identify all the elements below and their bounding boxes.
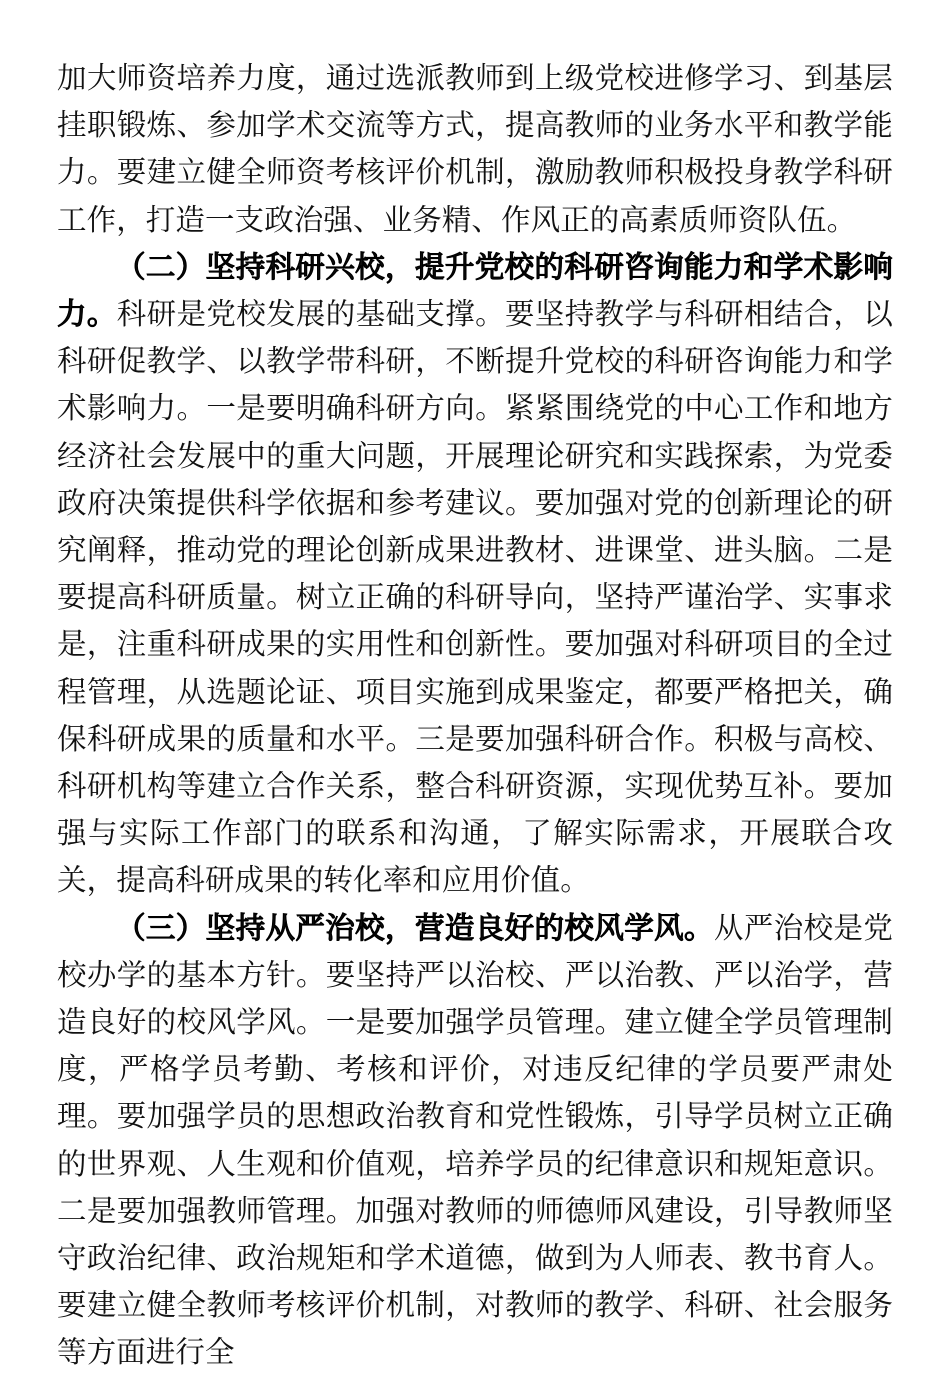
paragraph-text: 加大师资培养力度，通过选派教师到上级党校进修学习、到基层挂职锻炼、参加学术交流等方式，提高教师的业务水平和教学能力。要建立健全师资考核评价机制，激励教师积极投身教学科研工作，打造一支政治强、业务精、作风正的高素质师资队伍。 (57, 62, 893, 237)
section-heading-three: （三）坚持从严治校，营造良好的校风学风。 (116, 911, 714, 945)
document-body (57, 55, 893, 1377)
paragraph-section-three (57, 905, 893, 1377)
section-heading-two: （二）坚持科研兴校，提升党校的科研咨询能力和学术影响力。 (57, 250, 893, 332)
paragraph-teacher-training (57, 55, 893, 244)
paragraph-section-two (57, 244, 893, 905)
paragraph-text: 从严治校是党校办学的基本方针。要坚持严以治校、严以治教、严以治学，营造良好的校风学风。一是要加强学员管理。建立健全学员管理制度，严格学员考勤、考核和评价，对违反纪律的学员要严肃处理。要加强学员的思想政治教育和党性锻炼，引导学员树立正确的世界观、人生观和价值观，培养学员的纪律意识和规矩意识。二是要加强教师管理。加强对教师的师德师风建设，引导教师坚守政治纪律、政治规矩和学术道德，做到为人师表、教书育人。要建立健全教师考核评价机制，对教师的教学、科研、社会服务等方面进行全 (57, 911, 893, 1370)
paragraph-text: 科研是党校发展的基础支撑。要坚持教学与科研相结合，以科研促教学、以教学带科研，不断提升党校的科研咨询能力和学术影响力。一是要明确科研方向。紧紧围绕党的中心工作和地方经济社会发展中的重大问题，开展理论研究和实践探索，为党委政府决策提供科学依据和参考建议。要加强对党的创新理论的研究阐释，推动党的理论创新成果进教材、进课堂、进头脑。二是要提高科研质量。树立正确的科研导向，坚持严谨治学、实事求是，注重科研成果的实用性和创新性。要加强对科研项目的全过程管理，从选题论证、项目实施到成果鉴定，都要严格把关，确保科研成果的质量和水平。三是要加强科研合作。积极与高校、科研机构等建立合作关系，整合科研资源，实现优势互补。要加强与实际工作部门的联系和沟通，了解实际需求，开展联合攻关，提高科研成果的转化率和应用价值。 (57, 298, 893, 898)
